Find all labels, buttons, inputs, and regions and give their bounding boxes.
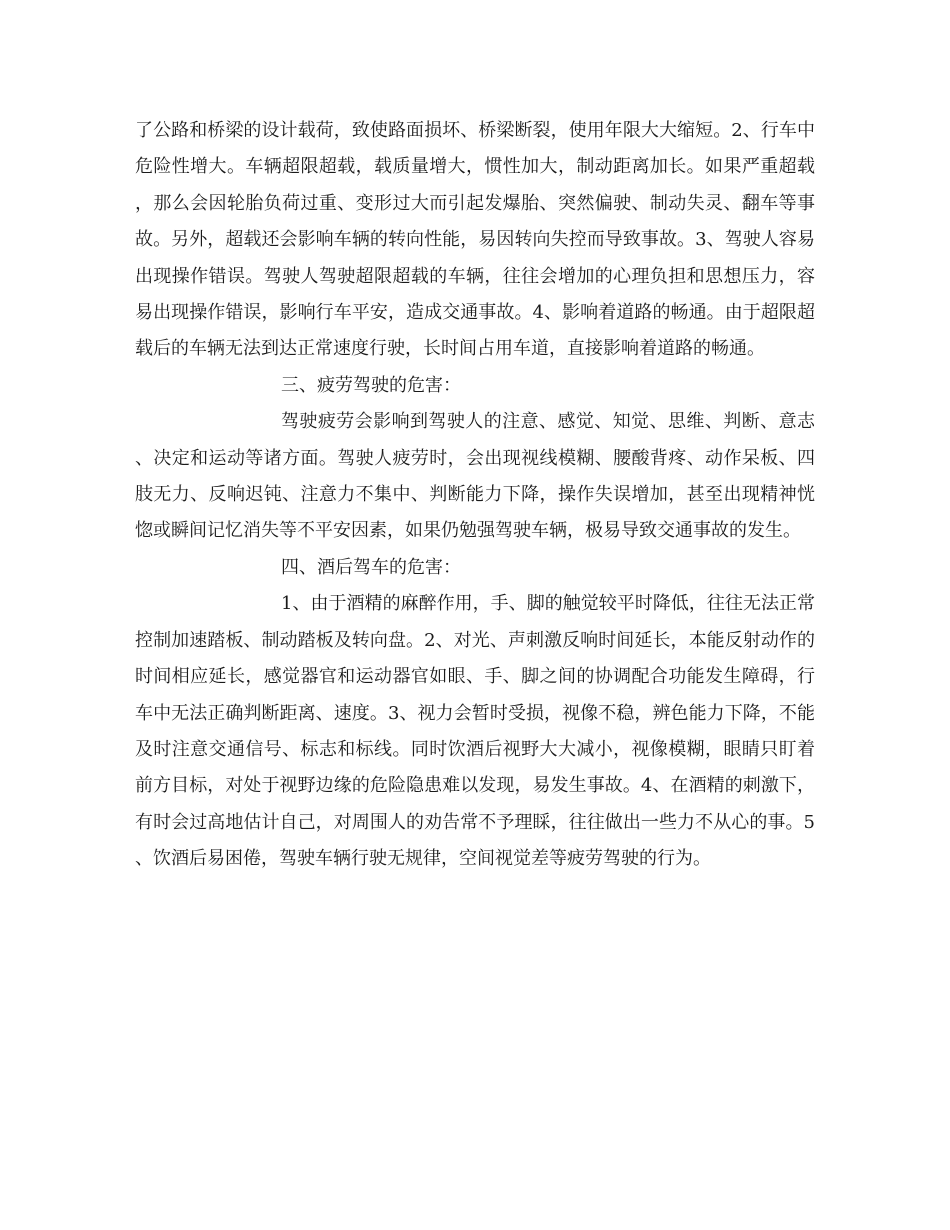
paragraph-drunk-driving: 1、由于酒精的麻醉作用，手、脚的触觉较平时降低，往往无法正常控制加速踏板、制动踏板及转向盘。2、对光、声刺激反响时间延长，本能反射动作的时间相应延长，感觉器官和运动器官如眼、手、脚之间的协调配合功能发生障碍，行车中无法正确判断距离、速度。3、视力会暂时受损，视像不稳，辨色能力下降，不能及时注意交通信号、标志和标线。同时饮酒后视野大大减小，视像模糊，眼睛只盯着前方目标，对处于视野边缘的危险隐患难以发现，易发生事故。4、在酒精的刺激下，有时会过高地估计自己，对周围人的劝告常不予理睬，往往做出一些力不从心的事。5、饮酒后易困倦，驾驶车辆行驶无规律，空间视觉差等疲劳驾驶的行为。 bbox=[135, 593, 815, 870]
heading-drunk-driving: 四、酒后驾车的危害： bbox=[281, 556, 461, 578]
heading-fatigue-driving: 三、疲劳驾驶的危害： bbox=[281, 374, 461, 396]
document-body bbox=[135, 113, 815, 878]
paragraph-fatigue-driving: 驾驶疲劳会影响到驾驶人的注意、感觉、知觉、思维、判断、意志、决定和运动等诸方面。驾驶人疲劳时，会出现视线模糊、腰酸背疼、动作呆板、四肢无力、反响迟钝、注意力不集中、判断能力下降，操作失误增加，甚至出现精神恍惚或瞬间记忆消失等不平安因素，如果仍勉强驾驶车辆，极易导致交通事故的发生。 bbox=[135, 411, 815, 542]
paragraph-overload-hazards: 了公路和桥梁的设计载荷，致使路面损坏、桥梁断裂，使用年限大大缩短。2、行车中危险性增大。车辆超限超载，载质量增大，惯性加大，制动距离加长。如果严重超载，那么会因轮胎负荷过重、变形过大而引起发爆胎、突然偏驶、制动失灵、翻车等事故。另外，超载还会影响车辆的转向性能，易因转向失控而导致事故。3、驾驶人容易出现操作错误。驾驶人驾驶超限超载的车辆，往往会增加的心理负担和思想压力，容易出现操作错误，影响行车平安，造成交通事故。4、影响着道路的畅通。由于超限超载后的车辆无法到达正常速度行驶，长时间占用车道，直接影响着道路的畅通。 bbox=[135, 120, 815, 360]
